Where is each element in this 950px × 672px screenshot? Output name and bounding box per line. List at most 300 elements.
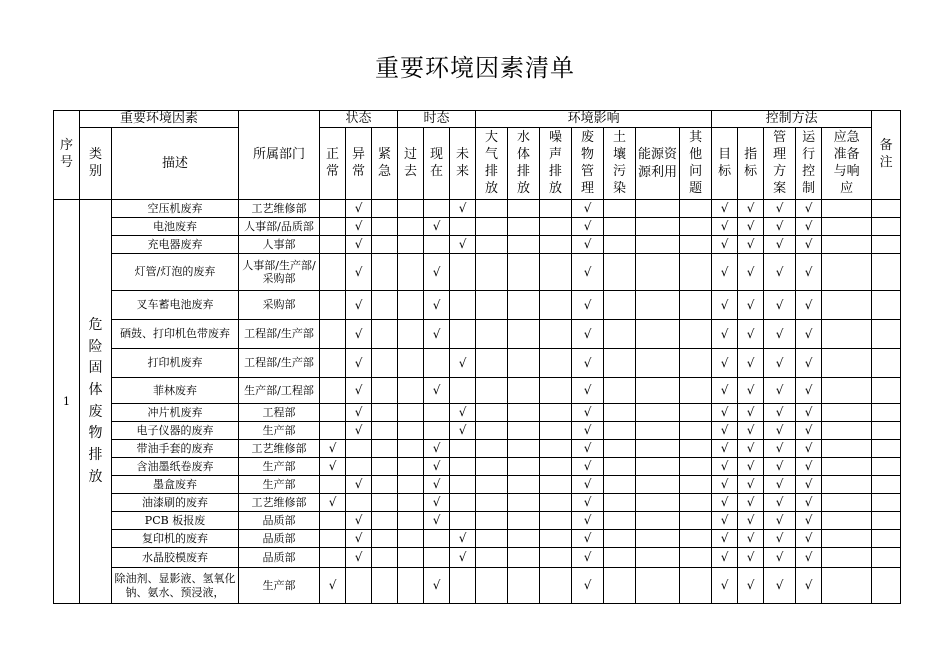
row-energy-cell xyxy=(636,548,680,568)
row-future-cell xyxy=(450,494,476,512)
row-emergency-cell xyxy=(372,218,398,236)
row-waste-cell: √ xyxy=(572,320,604,349)
header-state: 状态 xyxy=(320,111,398,128)
row-other-cell xyxy=(680,568,712,604)
table-row xyxy=(54,218,901,236)
row-soil-cell xyxy=(604,236,636,254)
row-energy-cell xyxy=(636,236,680,254)
row-operation-cell: √ xyxy=(796,530,822,548)
row-operation-cell: √ xyxy=(796,422,822,440)
row-mgmt-cell: √ xyxy=(764,548,796,568)
row-target-cell: √ xyxy=(712,494,738,512)
row-normal-cell xyxy=(320,548,346,568)
row-present-cell xyxy=(424,530,450,548)
row-target-cell: √ xyxy=(712,218,738,236)
row-normal-cell xyxy=(320,254,346,291)
row-water-cell xyxy=(508,476,540,494)
row-present-cell: √ xyxy=(424,568,450,604)
row-normal-cell xyxy=(320,476,346,494)
row-water-cell xyxy=(508,530,540,548)
table-row xyxy=(54,320,901,349)
row-noise-cell xyxy=(540,568,572,604)
row-mgmt-cell: √ xyxy=(764,458,796,476)
header-control: 控制方法 xyxy=(712,111,872,128)
row-energy-cell xyxy=(636,422,680,440)
row-waste-cell: √ xyxy=(572,404,604,422)
table-row xyxy=(54,512,901,530)
header-impact-other: 其他问题 xyxy=(680,128,712,200)
row-waste-cell: √ xyxy=(572,512,604,530)
row-target-cell: √ xyxy=(712,320,738,349)
row-abnormal-cell xyxy=(346,494,372,512)
row-present-cell: √ xyxy=(424,218,450,236)
row-past-cell xyxy=(398,320,424,349)
table-row xyxy=(54,494,901,512)
row-normal-cell: √ xyxy=(320,440,346,458)
row-future-cell: √ xyxy=(450,404,476,422)
row-remark-cell xyxy=(872,218,901,236)
row-department: 工艺维修部 xyxy=(239,440,320,458)
row-future-cell xyxy=(450,291,476,320)
row-future-cell xyxy=(450,320,476,349)
row-abnormal-cell: √ xyxy=(346,236,372,254)
row-future-cell xyxy=(450,568,476,604)
row-description: 带油手套的废弃 xyxy=(112,440,239,458)
row-description: 打印机废弃 xyxy=(112,349,239,378)
row-abnormal-cell: √ xyxy=(346,254,372,291)
header-control-target: 目标 xyxy=(712,128,738,200)
row-emergency-cell xyxy=(372,320,398,349)
row-remark-cell xyxy=(872,349,901,378)
row-noise-cell xyxy=(540,404,572,422)
row-mgmt-cell: √ xyxy=(764,254,796,291)
row-target-cell: √ xyxy=(712,458,738,476)
row-description: 菲林废弃 xyxy=(112,378,239,404)
row-soil-cell xyxy=(604,349,636,378)
row-present-cell: √ xyxy=(424,512,450,530)
row-department: 人事部/品质部 xyxy=(239,218,320,236)
row-indicator-cell: √ xyxy=(738,422,764,440)
row-other-cell xyxy=(680,530,712,548)
row-target-cell: √ xyxy=(712,378,738,404)
row-operation-cell: √ xyxy=(796,320,822,349)
row-soil-cell xyxy=(604,512,636,530)
row-department: 生产部 xyxy=(239,458,320,476)
row-air-cell xyxy=(476,236,508,254)
row-department: 品质部 xyxy=(239,512,320,530)
row-emergency-response-cell xyxy=(822,440,872,458)
row-indicator-cell: √ xyxy=(738,378,764,404)
row-other-cell xyxy=(680,476,712,494)
row-present-cell: √ xyxy=(424,291,450,320)
row-operation-cell: √ xyxy=(796,349,822,378)
row-operation-cell: √ xyxy=(796,458,822,476)
row-energy-cell xyxy=(636,512,680,530)
row-abnormal-cell: √ xyxy=(346,291,372,320)
row-emergency-response-cell xyxy=(822,422,872,440)
table-row xyxy=(54,568,901,604)
row-past-cell xyxy=(398,458,424,476)
row-future-cell xyxy=(450,458,476,476)
row-water-cell xyxy=(508,568,540,604)
table-row xyxy=(54,530,901,548)
row-abnormal-cell xyxy=(346,440,372,458)
row-noise-cell xyxy=(540,512,572,530)
row-soil-cell xyxy=(604,378,636,404)
row-air-cell xyxy=(476,378,508,404)
row-future-cell: √ xyxy=(450,422,476,440)
row-emergency-cell xyxy=(372,291,398,320)
row-indicator-cell: √ xyxy=(738,218,764,236)
row-abnormal-cell: √ xyxy=(346,512,372,530)
row-remark-cell xyxy=(872,476,901,494)
header-category: 类别 xyxy=(80,128,112,200)
row-water-cell xyxy=(508,404,540,422)
row-department: 生产部 xyxy=(239,422,320,440)
row-target-cell: √ xyxy=(712,568,738,604)
table-row xyxy=(54,404,901,422)
row-description: 电池废弃 xyxy=(112,218,239,236)
header-time-past: 过去 xyxy=(398,128,424,200)
row-indicator-cell: √ xyxy=(738,494,764,512)
row-mgmt-cell: √ xyxy=(764,320,796,349)
row-other-cell xyxy=(680,458,712,476)
row-normal-cell xyxy=(320,291,346,320)
row-present-cell xyxy=(424,548,450,568)
row-target-cell: √ xyxy=(712,476,738,494)
row-abnormal-cell: √ xyxy=(346,530,372,548)
row-waste-cell: √ xyxy=(572,349,604,378)
table-row xyxy=(54,422,901,440)
row-other-cell xyxy=(680,349,712,378)
row-present-cell xyxy=(424,200,450,218)
row-normal-cell: √ xyxy=(320,494,346,512)
row-emergency-response-cell xyxy=(822,236,872,254)
header-remark: 备注 xyxy=(872,111,901,200)
row-description: 充电器废弃 xyxy=(112,236,239,254)
row-other-cell xyxy=(680,218,712,236)
row-department: 工艺维修部 xyxy=(239,200,320,218)
row-water-cell xyxy=(508,349,540,378)
row-future-cell xyxy=(450,378,476,404)
row-indicator-cell: √ xyxy=(738,568,764,604)
row-future-cell xyxy=(450,476,476,494)
row-noise-cell xyxy=(540,200,572,218)
table-row xyxy=(54,458,901,476)
row-past-cell xyxy=(398,254,424,291)
row-air-cell xyxy=(476,254,508,291)
row-department: 品质部 xyxy=(239,548,320,568)
row-description: 复印机的废弃 xyxy=(112,530,239,548)
row-description: 灯管/灯泡的废弃 xyxy=(112,254,239,291)
row-emergency-response-cell xyxy=(822,378,872,404)
row-emergency-cell xyxy=(372,548,398,568)
row-emergency-response-cell xyxy=(822,200,872,218)
header-state-normal: 正常 xyxy=(320,128,346,200)
row-normal-cell xyxy=(320,404,346,422)
row-target-cell: √ xyxy=(712,291,738,320)
row-emergency-response-cell xyxy=(822,320,872,349)
header-state-emergency: 紧急 xyxy=(372,128,398,200)
row-target-cell: √ xyxy=(712,404,738,422)
row-emergency-cell xyxy=(372,458,398,476)
row-air-cell xyxy=(476,512,508,530)
row-department: 工程部/生产部 xyxy=(239,349,320,378)
row-energy-cell xyxy=(636,494,680,512)
row-noise-cell xyxy=(540,530,572,548)
row-soil-cell xyxy=(604,476,636,494)
document-title: 重要环境因素清单 xyxy=(375,54,575,82)
row-indicator-cell: √ xyxy=(738,530,764,548)
row-energy-cell xyxy=(636,530,680,548)
row-air-cell xyxy=(476,494,508,512)
row-future-cell xyxy=(450,218,476,236)
row-present-cell xyxy=(424,349,450,378)
row-other-cell xyxy=(680,512,712,530)
row-emergency-response-cell xyxy=(822,254,872,291)
row-future-cell: √ xyxy=(450,548,476,568)
row-description: 冲片机废弃 xyxy=(112,404,239,422)
row-department: 生产部 xyxy=(239,476,320,494)
row-present-cell: √ xyxy=(424,378,450,404)
row-remark-cell xyxy=(872,548,901,568)
row-air-cell xyxy=(476,291,508,320)
row-other-cell xyxy=(680,422,712,440)
row-emergency-response-cell xyxy=(822,458,872,476)
row-past-cell xyxy=(398,422,424,440)
row-other-cell xyxy=(680,494,712,512)
row-abnormal-cell: √ xyxy=(346,548,372,568)
row-indicator-cell: √ xyxy=(738,291,764,320)
header-factor-group: 重要环境因素 xyxy=(80,111,239,128)
row-other-cell xyxy=(680,440,712,458)
row-soil-cell xyxy=(604,291,636,320)
row-past-cell xyxy=(398,349,424,378)
row-water-cell xyxy=(508,458,540,476)
row-past-cell xyxy=(398,530,424,548)
row-waste-cell: √ xyxy=(572,494,604,512)
row-present-cell: √ xyxy=(424,440,450,458)
row-operation-cell: √ xyxy=(796,476,822,494)
group-category: 危险固体废物排放 xyxy=(80,200,112,604)
row-present-cell: √ xyxy=(424,476,450,494)
row-operation-cell: √ xyxy=(796,200,822,218)
row-water-cell xyxy=(508,548,540,568)
row-waste-cell: √ xyxy=(572,378,604,404)
header-impact-waste: 废物管理 xyxy=(572,128,604,200)
group-seq: 1 xyxy=(54,200,80,604)
row-future-cell: √ xyxy=(450,349,476,378)
row-future-cell xyxy=(450,254,476,291)
row-air-cell xyxy=(476,458,508,476)
row-waste-cell: √ xyxy=(572,218,604,236)
row-energy-cell xyxy=(636,254,680,291)
row-other-cell xyxy=(680,254,712,291)
row-present-cell: √ xyxy=(424,320,450,349)
row-waste-cell: √ xyxy=(572,291,604,320)
row-mgmt-cell: √ xyxy=(764,218,796,236)
row-description: 水晶胶模废弃 xyxy=(112,548,239,568)
row-department: 工程部 xyxy=(239,404,320,422)
row-soil-cell xyxy=(604,458,636,476)
row-operation-cell: √ xyxy=(796,568,822,604)
row-normal-cell xyxy=(320,530,346,548)
row-water-cell xyxy=(508,236,540,254)
row-air-cell xyxy=(476,218,508,236)
row-mgmt-cell: √ xyxy=(764,378,796,404)
row-indicator-cell: √ xyxy=(738,236,764,254)
row-soil-cell xyxy=(604,254,636,291)
row-emergency-cell xyxy=(372,440,398,458)
row-department: 人事部/生产部/采购部 xyxy=(239,254,320,291)
row-emergency-response-cell xyxy=(822,494,872,512)
row-emergency-cell xyxy=(372,422,398,440)
row-past-cell xyxy=(398,291,424,320)
row-indicator-cell: √ xyxy=(738,476,764,494)
row-noise-cell xyxy=(540,548,572,568)
row-operation-cell: √ xyxy=(796,512,822,530)
row-operation-cell: √ xyxy=(796,236,822,254)
row-present-cell xyxy=(424,236,450,254)
row-indicator-cell: √ xyxy=(738,254,764,291)
row-description: 油漆刷的废弃 xyxy=(112,494,239,512)
row-department: 人事部 xyxy=(239,236,320,254)
row-remark-cell xyxy=(872,422,901,440)
row-remark-cell xyxy=(872,320,901,349)
row-mgmt-cell: √ xyxy=(764,568,796,604)
row-past-cell xyxy=(398,548,424,568)
row-soil-cell xyxy=(604,440,636,458)
row-other-cell xyxy=(680,404,712,422)
row-mgmt-cell: √ xyxy=(764,349,796,378)
row-normal-cell: √ xyxy=(320,568,346,604)
row-noise-cell xyxy=(540,236,572,254)
row-description: 叉车蓄电池废弃 xyxy=(112,291,239,320)
row-emergency-cell xyxy=(372,254,398,291)
row-operation-cell: √ xyxy=(796,404,822,422)
row-operation-cell: √ xyxy=(796,218,822,236)
row-department: 生产部/工程部 xyxy=(239,378,320,404)
row-air-cell xyxy=(476,349,508,378)
row-energy-cell xyxy=(636,458,680,476)
row-noise-cell xyxy=(540,378,572,404)
header-department: 所属部门 xyxy=(239,111,320,200)
row-waste-cell: √ xyxy=(572,568,604,604)
table-row xyxy=(54,291,901,320)
row-air-cell xyxy=(476,320,508,349)
header-state-abnormal: 异常 xyxy=(346,128,372,200)
row-mgmt-cell: √ xyxy=(764,494,796,512)
header-control-operation: 运行控制 xyxy=(796,128,822,200)
row-normal-cell xyxy=(320,218,346,236)
row-emergency-cell xyxy=(372,530,398,548)
row-noise-cell xyxy=(540,422,572,440)
header-impact-air: 大气排放 xyxy=(476,128,508,200)
row-water-cell xyxy=(508,291,540,320)
row-target-cell: √ xyxy=(712,422,738,440)
row-soil-cell xyxy=(604,320,636,349)
row-normal-cell xyxy=(320,422,346,440)
row-past-cell xyxy=(398,568,424,604)
row-operation-cell: √ xyxy=(796,548,822,568)
row-remark-cell xyxy=(872,568,901,604)
row-soil-cell xyxy=(604,530,636,548)
row-remark-cell xyxy=(872,254,901,291)
row-department: 生产部 xyxy=(239,568,320,604)
row-department: 采购部 xyxy=(239,291,320,320)
row-abnormal-cell xyxy=(346,458,372,476)
row-soil-cell xyxy=(604,404,636,422)
row-normal-cell xyxy=(320,320,346,349)
row-noise-cell xyxy=(540,320,572,349)
row-energy-cell xyxy=(636,218,680,236)
row-soil-cell xyxy=(604,218,636,236)
row-remark-cell xyxy=(872,378,901,404)
row-noise-cell xyxy=(540,218,572,236)
row-noise-cell xyxy=(540,291,572,320)
row-remark-cell xyxy=(872,494,901,512)
row-water-cell xyxy=(508,440,540,458)
row-description: 除油剂、显影液、氢氧化钠、氨水、预浸液， xyxy=(112,568,239,604)
row-soil-cell xyxy=(604,494,636,512)
row-mgmt-cell: √ xyxy=(764,530,796,548)
header-control-mgmt: 管理方案 xyxy=(764,128,796,200)
row-other-cell xyxy=(680,291,712,320)
row-other-cell xyxy=(680,320,712,349)
row-description: 含油墨纸卷废弃 xyxy=(112,458,239,476)
row-soil-cell xyxy=(604,200,636,218)
row-emergency-response-cell xyxy=(822,530,872,548)
table-row xyxy=(54,254,901,291)
row-normal-cell xyxy=(320,200,346,218)
row-mgmt-cell: √ xyxy=(764,440,796,458)
row-remark-cell xyxy=(872,530,901,548)
row-remark-cell xyxy=(872,440,901,458)
row-energy-cell xyxy=(636,476,680,494)
row-abnormal-cell: √ xyxy=(346,422,372,440)
row-abnormal-cell: √ xyxy=(346,349,372,378)
row-air-cell xyxy=(476,440,508,458)
row-water-cell xyxy=(508,494,540,512)
row-indicator-cell: √ xyxy=(738,458,764,476)
row-air-cell xyxy=(476,530,508,548)
table-row xyxy=(54,200,901,218)
row-target-cell: √ xyxy=(712,349,738,378)
row-past-cell xyxy=(398,404,424,422)
row-normal-cell xyxy=(320,349,346,378)
row-past-cell xyxy=(398,378,424,404)
row-present-cell xyxy=(424,404,450,422)
row-other-cell xyxy=(680,378,712,404)
row-abnormal-cell: √ xyxy=(346,218,372,236)
table-row xyxy=(54,548,901,568)
row-mgmt-cell: √ xyxy=(764,512,796,530)
row-future-cell xyxy=(450,512,476,530)
row-water-cell xyxy=(508,218,540,236)
row-emergency-response-cell xyxy=(822,476,872,494)
row-abnormal-cell: √ xyxy=(346,404,372,422)
table-row xyxy=(54,349,901,378)
row-abnormal-cell: √ xyxy=(346,200,372,218)
row-waste-cell: √ xyxy=(572,440,604,458)
row-air-cell xyxy=(476,404,508,422)
header-control-emergency: 应急准备与响应 xyxy=(822,128,872,200)
row-emergency-response-cell xyxy=(822,349,872,378)
row-noise-cell xyxy=(540,476,572,494)
row-noise-cell xyxy=(540,458,572,476)
row-normal-cell xyxy=(320,512,346,530)
row-operation-cell: √ xyxy=(796,440,822,458)
